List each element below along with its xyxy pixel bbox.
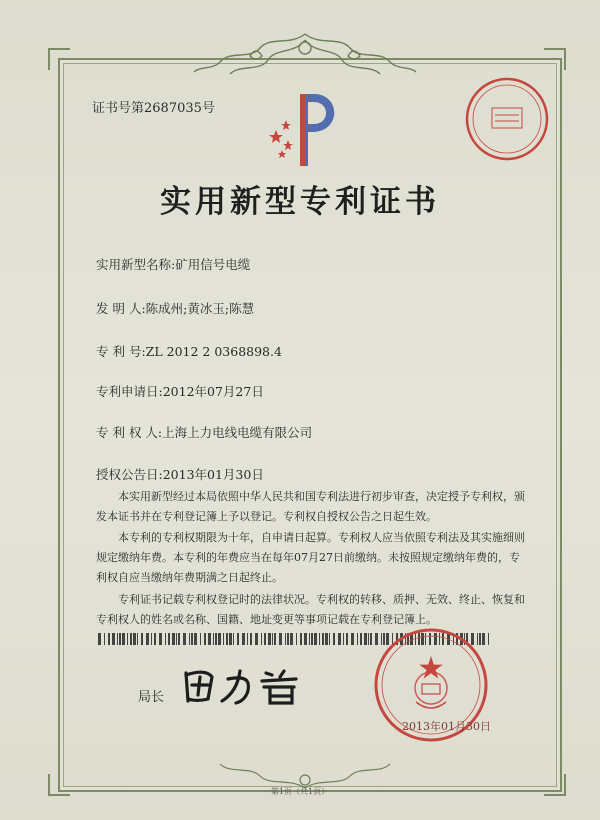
- field-value: 陈成州;黄冰玉;陈慧: [145, 301, 255, 316]
- field-value: 2013年01月30日: [162, 467, 264, 482]
- top-ornament-icon: [190, 26, 420, 86]
- paragraph-legal-status: 专利证书记载专利权登记时的法律状况。专利权的转移、质押、无效、终止、恢复和专利权人的姓名或名称、国籍、地址变更等事项记载在专利登记簿上。: [96, 593, 525, 626]
- field-patentee: [96, 423, 312, 441]
- director-signature-icon: [178, 663, 308, 707]
- field-value: 上海上力电线电缆有限公司: [162, 425, 313, 440]
- frame-corner: [544, 48, 566, 70]
- page-indicator: 第1页（共1页）: [270, 787, 330, 796]
- frame-corner: [48, 48, 70, 70]
- field-value: 2012年07月27日: [162, 384, 264, 399]
- field-label: 专 利 号:: [96, 344, 146, 359]
- field-patent-number: [96, 342, 282, 360]
- field-label: 发 明 人:: [96, 301, 146, 316]
- field-label: 授权公告日:: [96, 467, 163, 482]
- field-label: 专 利 权 人:: [96, 425, 163, 440]
- field-inventors: [96, 299, 254, 317]
- director-label: 局长: [138, 690, 165, 705]
- paragraph-term: 本专利的专利权期限为十年，自申请日起算。专利权人应当依照专利法及其实施细则规定缴纳年费。本专利的年费应当在每年07月27日前缴纳。未按照规定缴纳年费的，专利权自应当缴纳年费期满之日起终止。: [96, 531, 525, 584]
- seal-date: 2013年01月30日: [402, 720, 491, 733]
- certificate-title: 实用新型专利证书: [160, 184, 440, 220]
- field-grant-date: [96, 465, 264, 483]
- field-value: 矿用信号电缆: [175, 257, 251, 272]
- paragraph-grant: 本实用新型经过本局依照中华人民共和国专利法进行初步审查，决定授予专利权，颁发本证书并在专利登记簿上予以登记。专利权自授权公告之日起生效。: [96, 490, 525, 523]
- cnipa-logo-icon: [262, 86, 348, 172]
- agency-seal-icon: [462, 74, 552, 164]
- field-label: 实用新型名称:: [96, 257, 176, 272]
- field-value: ZL 2012 2 0368898.4: [145, 344, 282, 359]
- field-utility-name: [96, 255, 250, 273]
- field-application-date: [96, 382, 264, 400]
- certificate-number: 证书号第2687035号: [92, 101, 215, 116]
- field-label: 专利申请日:: [96, 384, 163, 399]
